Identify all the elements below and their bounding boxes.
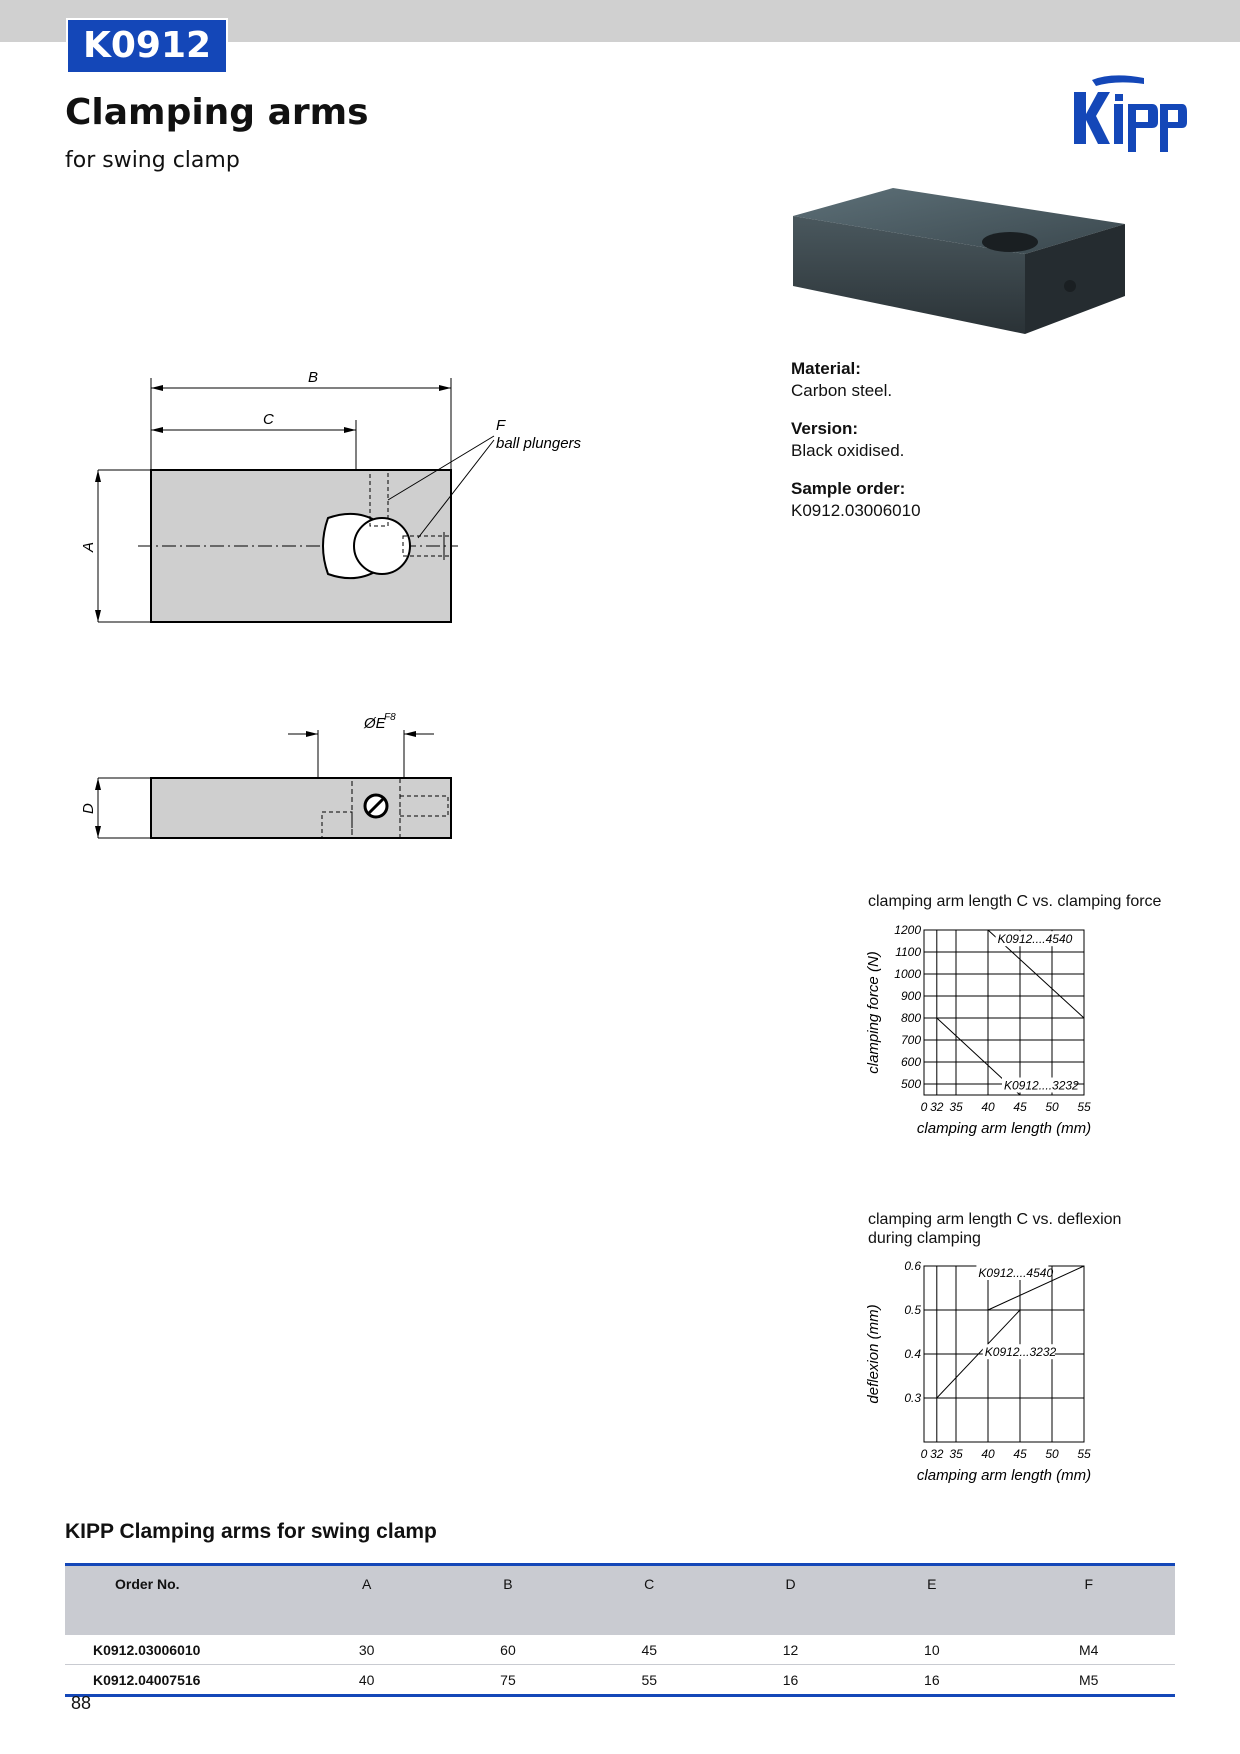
chart1-title: clamping arm length C vs. clamping force bbox=[868, 893, 1162, 910]
y-tick-label: 800 bbox=[900, 1011, 921, 1025]
sample-order-label: Sample order: bbox=[791, 479, 906, 498]
col-header: F bbox=[1084, 1576, 1094, 1592]
x-tick-label: 32 bbox=[930, 1447, 944, 1461]
table-cell: 55 bbox=[579, 1665, 720, 1696]
ball-plungers-label: ball plungers bbox=[496, 435, 582, 452]
x-tick-label: 40 bbox=[981, 1100, 995, 1114]
x-tick-label: 45 bbox=[1013, 1447, 1027, 1461]
material-value: Carbon steel. bbox=[791, 381, 893, 400]
y-axis-label: clamping force (N) bbox=[865, 951, 882, 1074]
table-title: KIPP Clamping arms for swing clamp bbox=[65, 1520, 437, 1543]
deflexion-chart bbox=[860, 1250, 1120, 1490]
page-title: Clamping arms bbox=[65, 92, 369, 133]
plot-frame bbox=[924, 930, 1084, 1095]
technical-drawing-side bbox=[78, 700, 598, 865]
x-tick-label: 35 bbox=[949, 1100, 963, 1114]
y-tick-label: 0.5 bbox=[904, 1303, 921, 1317]
col-header: A bbox=[361, 1576, 372, 1592]
table-cell: 45 bbox=[579, 1635, 720, 1665]
series-label: K0912...3232 bbox=[984, 1345, 1057, 1360]
col-header: B bbox=[503, 1576, 513, 1592]
y-axis-label: deflexion (mm) bbox=[865, 1304, 882, 1404]
specifications bbox=[791, 358, 921, 538]
y-tick-label: 1000 bbox=[894, 967, 921, 981]
table-cell: 12 bbox=[720, 1635, 861, 1665]
table-row bbox=[65, 1635, 1175, 1665]
x-tick-label: 50 bbox=[1045, 1100, 1059, 1114]
series-label: K0912....3232 bbox=[1004, 1078, 1079, 1093]
table-cell: 16 bbox=[720, 1665, 861, 1696]
page-subtitle: for swing clamp bbox=[65, 148, 240, 173]
table-cell: 10 bbox=[861, 1635, 1002, 1665]
table-cell: 75 bbox=[437, 1665, 578, 1696]
y-tick-label: 500 bbox=[900, 1077, 921, 1091]
dim-a-label: A bbox=[80, 541, 97, 552]
y-tick-label: 1200 bbox=[894, 923, 921, 937]
col-header: D bbox=[785, 1576, 796, 1592]
kipp-logo bbox=[1072, 74, 1187, 164]
x-tick-label: 35 bbox=[949, 1447, 963, 1461]
y-tick-label: 0.3 bbox=[904, 1391, 921, 1405]
x-tick-label: 55 bbox=[1077, 1100, 1091, 1114]
page-number: 88 bbox=[71, 1693, 92, 1713]
product-code: K0912 bbox=[68, 20, 226, 72]
x-tick-label: 50 bbox=[1045, 1447, 1059, 1461]
sample-order-value: K0912.03006010 bbox=[791, 501, 921, 520]
table-cell: M5 bbox=[1002, 1665, 1175, 1696]
y-tick-label: 700 bbox=[900, 1033, 921, 1047]
y-tick-label: 900 bbox=[900, 989, 921, 1003]
dim-e-label: ØE bbox=[364, 715, 386, 732]
chart2-title: clamping arm length C vs. deflexion during clamping bbox=[868, 1211, 1122, 1247]
order-table bbox=[65, 1563, 1175, 1697]
clamping-force-chart bbox=[860, 916, 1120, 1146]
technical-drawing-top bbox=[78, 360, 598, 645]
table-cell: 16 bbox=[861, 1665, 1002, 1696]
dim-d-label: D bbox=[80, 803, 97, 814]
table-cell: 30 bbox=[296, 1635, 437, 1665]
y-tick-label: 1100 bbox=[895, 945, 921, 959]
material-label: Material: bbox=[791, 359, 861, 378]
table-row bbox=[65, 1665, 1175, 1696]
x-tick-label: 55 bbox=[1077, 1447, 1091, 1461]
version-value: Black oxidised. bbox=[791, 441, 905, 460]
order-no-cell: K0912.03006010 bbox=[65, 1635, 296, 1665]
dim-f-label: F bbox=[496, 417, 506, 434]
table-cell: 60 bbox=[437, 1635, 578, 1665]
table-cell: 40 bbox=[296, 1665, 437, 1696]
table-cell: M4 bbox=[1002, 1635, 1175, 1665]
x-tick-label: 0 bbox=[920, 1100, 928, 1114]
x-tick-label: 0 bbox=[920, 1447, 928, 1461]
col-header: E bbox=[927, 1576, 937, 1592]
y-tick-label: 0.6 bbox=[904, 1259, 921, 1273]
y-tick-label: 600 bbox=[900, 1055, 921, 1069]
x-axis-label: clamping arm length (mm) bbox=[916, 1467, 1092, 1484]
x-tick-label: 40 bbox=[981, 1447, 995, 1461]
dim-c-label: C bbox=[263, 411, 274, 428]
dim-b-label: B bbox=[308, 369, 319, 386]
version-label: Version: bbox=[791, 419, 859, 438]
y-tick-label: 0.4 bbox=[904, 1347, 921, 1361]
col-header: C bbox=[644, 1576, 655, 1592]
x-axis-label: clamping arm length (mm) bbox=[916, 1120, 1092, 1137]
series-label: K0912....4540 bbox=[997, 932, 1073, 947]
col-header: Order No. bbox=[115, 1576, 180, 1592]
product-photo bbox=[788, 186, 1128, 341]
dim-e-tolerance: F8 bbox=[384, 712, 396, 723]
series-label: K0912....4540 bbox=[978, 1266, 1054, 1280]
order-no-cell: K0912.04007516 bbox=[65, 1665, 296, 1696]
x-tick-label: 32 bbox=[930, 1100, 944, 1114]
x-tick-label: 45 bbox=[1013, 1100, 1027, 1114]
